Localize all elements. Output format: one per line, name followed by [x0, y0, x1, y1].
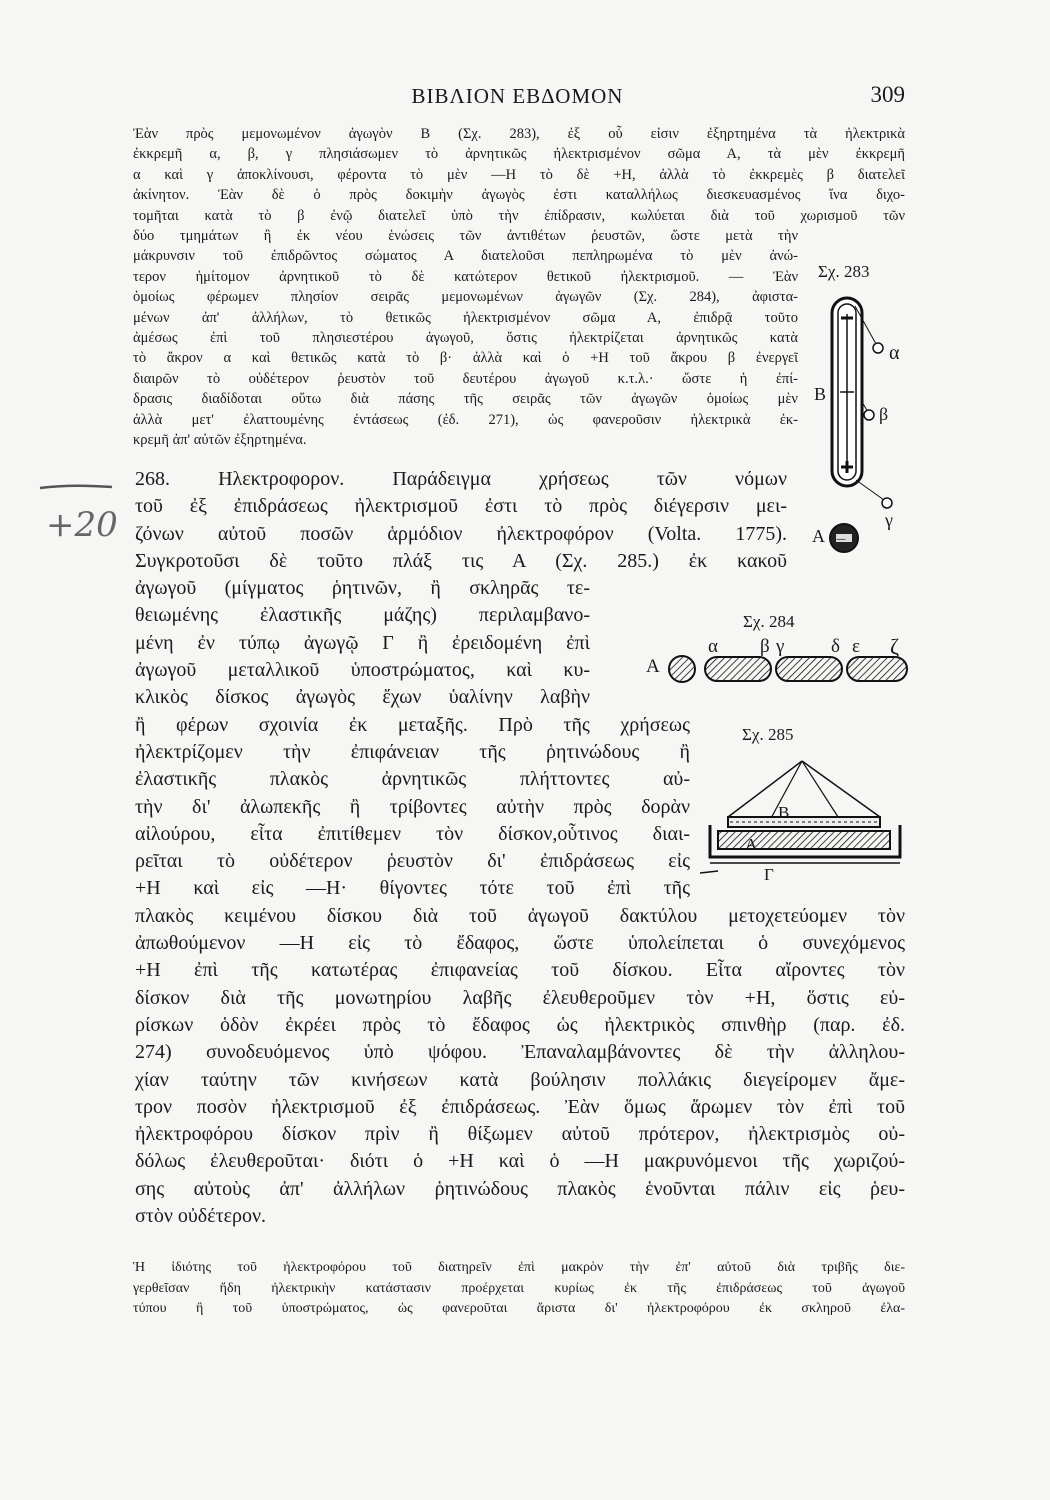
text-line: αἰλούρου, εἶτα ἐπιτίθεμεν τὸν δίσκον,οὗτινος διαι-: [135, 822, 690, 845]
text-line: ἐλαστικῆς πλακὸς ἀρνητικῶς πλήττοντες αὐ-: [135, 768, 690, 791]
figure-caption: Σχ. 284: [743, 612, 795, 631]
text-line: ἀλλὰ μετ' ἐλαττουμένης ἐντάσεως (ἐδ. 271), ὡς φανεροῦσιν ἠλεκτρικὰ ἐκ-: [133, 411, 798, 428]
figure-285-drawing: [700, 725, 910, 895]
figure-283: [800, 262, 910, 562]
page-number: 309: [870, 82, 905, 107]
figure-284: [600, 612, 910, 692]
footnote-line: τύπου ἢ τοῦ ὑποστρώματος, ὡς φανεροῦται ἄριστα δι' ἠλεκτροφόρου ἐκ σκληροῦ ἐλα-: [133, 1301, 905, 1316]
label-A: Α: [745, 835, 758, 854]
margin-pencil-note: [30, 470, 120, 550]
footnote: [133, 1258, 905, 1320]
page-header: [130, 84, 905, 116]
text-line: ἐκκρεμῆ α, β, γ πλησιάσωμεν τὸ ἀρνητικῶς ἠλεκτρισμένον σῶμα Α, τὰ μὲν ἐκκρεμῆ: [133, 146, 905, 163]
label-Gamma: Γ: [764, 865, 774, 884]
text-line: μένων ἀπ' ἀλλήλων, τὸ θετικῶς ἠλεκτρισμένον σῶμα Α, ἐπιδρᾷ τοῦτο: [133, 309, 798, 326]
footnote-line: Ἡ ἰδιότης τοῦ ἠλεκτροφόρου τοῦ διατηρεῖν ἐπὶ μακρὸν τὴν ἐπ' αὐτοῦ διὰ τριβῆς διε-: [133, 1260, 905, 1275]
text-line: τοῦ ἐξ ἐπιδράσεως ἠλεκτρισμοῦ ἐστι τὸ πρὸς διέγερσιν μει-: [135, 495, 787, 518]
label-beta: β: [879, 404, 889, 424]
text-line: 274) συνοδευόμενος ὑπὸ ψόφου. Ἐπαναλαμβάνοντες δὲ τὴν ἀλληλου-: [135, 1041, 905, 1064]
text-line: Ἐὰν πρὸς μεμονωμένον ἀγωγὸν Β (Σχ. 283), ἐξ οὗ εἰσιν ἐξηρτημένα τὰ ἠλεκτρικὰ: [133, 126, 905, 142]
label-epsilon: ε: [852, 636, 860, 657]
label-beta: β: [760, 636, 770, 657]
text-line: διαιρῶν τὸ οὐδέτερον ῥευστὸν τοῦ δευτέρου ἀγωγοῦ κ.τ.λ.· ὥστε ἡ ἐπί-: [133, 370, 798, 387]
label-gamma: γ: [776, 636, 785, 657]
label-delta: δ: [831, 636, 840, 657]
text-line: +Η ἐπὶ τῆς κατωτέρας ἐπιφανείας τοῦ δίσκου. Εἶτα αἴροντες τὸν: [135, 959, 905, 982]
figure-283-drawing: [800, 262, 910, 562]
text-line: α καὶ γ ἀποκλίνουσι, φέροντα τὸ μὲν —Η τὸ δὲ +Η, ἀλλὰ τὸ ἐκκρεμὲς β διατελεῖ: [133, 166, 905, 183]
text-line: πλακὸς κειμένου δίσκου διὰ τοῦ ἀγωγοῦ δακτύλου μετοχετεύομεν τὸν: [135, 904, 905, 927]
text-line: ἠλεκτροφόρου δίσκον πρὶν ἢ θίξωμεν αὐτοῦ πρότερον, ἠλεκτρισμὸς οὐ-: [135, 1123, 905, 1146]
text-line: ἀκίνητον. Ἐὰν δὲ ὁ πρὸς δοκιμὴν ἀγωγὸς ἐστι καταλλήλως διεσκευασμένος ἵνα διχο-: [133, 187, 905, 204]
label-alpha: α: [889, 342, 900, 364]
text-line: δόλως ἐλευθεροῦται· διότι ὁ +Η καὶ ὁ —Η μακρυνόμενοι τῆς χωριζού-: [135, 1150, 905, 1173]
text-line: +Η καὶ εἰς —Η· θίγοντες τότε τοῦ ἐπὶ τῆς: [135, 877, 690, 900]
text-line: μένη ἐν τύπῳ ἀγωγῷ Γ ἢ ἐρειδομένη ἐπὶ: [135, 631, 590, 654]
text-line: Συγκροτοῦσι δὲ τοῦτο πλάξ τις Α (Σχ. 285.) ἐκ κακοῦ: [135, 549, 787, 572]
text-line: κρεμῆ ἀπ' αὐτῶν ἐξηρτημένα.: [133, 432, 307, 449]
margin-note-text: +20: [46, 505, 118, 545]
figure-caption: Σχ. 283: [818, 262, 870, 281]
text-line: στὸν οὐδέτερον.: [135, 1205, 267, 1228]
text-line: σης αὐτοὺς ἀπ' ἀλλήλων ῥητινώδους πλακὸς ἑνοῦνται πάλιν εἰς ῥευ-: [135, 1177, 905, 1200]
text-line: τρον ποσὸν ἠλεκτρισμοῦ ἐξ ἐπιδράσεως. Ἐὰν ὅμως ἄρωμεν τὸν ἐπὶ τοῦ: [135, 1095, 905, 1118]
label-zeta: ζ: [890, 634, 900, 659]
label-alpha: α: [708, 636, 718, 657]
footnote-line: γερθεῖσαν ἤδη ἠλεκτρικὴν κατάστασιν προέρχεται κυρίως ἐκ τῆς ἐπιδράσεως τοῦ ἀγωγοῦ: [133, 1280, 905, 1296]
label-A: Α: [812, 526, 825, 546]
figure-285: [700, 725, 910, 895]
text-line: χίαν ταύτην τῶν κινήσεων κατὰ βούλησιν πολλάκις διεγείρομεν ἄμε-: [135, 1068, 905, 1091]
figure-284-drawing: [600, 612, 910, 692]
text-line: ἀγωγοῦ μεταλλικοῦ ὑποστρώματος, καὶ κυ-: [135, 659, 590, 682]
label-gamma: γ: [885, 510, 893, 530]
section-heading-line: 268. Ηλεκτροφορον. Παράδειγμα χρήσεως τῶν νόμων: [135, 468, 787, 490]
text-line: τὸ ἄκρον α καὶ θετικῶς κατὰ τὸ β· ἀλλὰ καὶ ὁ +Η τοῦ ἄκρου β ἐνεργεῖ: [133, 350, 798, 367]
text-line: ρίσκων ὁδὸν ἐκρέει πρὸς τὸ ἔδαφος ὡς ἠλεκτρικὸς σπινθὴρ (παρ. ἐδ.: [135, 1013, 905, 1036]
text-line: ἀμέσως ἐπὶ τοῦ πλησιεστέρου ἀγωγοῦ, ὅστις ἠλεκτρίζεται ἀρνητικῶς κατὰ: [133, 330, 798, 347]
text-line: δύο τμημάτων ἢ ἐκ νέου ἑνώσεις τῶν ἀντιθέτων ῥευστῶν, ὥστε μετὰ τὴν: [133, 228, 798, 245]
text-line: ἀγωγοῦ (μίγματος ῥητινῶν, ἢ σκληρᾶς τε-: [135, 577, 590, 600]
figure-caption: Σχ. 285: [742, 725, 794, 744]
text-line: ρεῖται τὸ οὐδέτερον ῥευστὸν δι' ἐπιδράσεως εἰς: [135, 850, 690, 873]
text-line: ζόνων αὐτοῦ ποσῶν ἁρμόδιον ἠλεκτροφόρον (Volta. 1775).: [135, 522, 787, 545]
text-line: ὁμοίως φέρωμεν πλησίον σειρᾶς μεμονωμένων ἀγωγῶν (Σχ. 284), ἀφιστα-: [133, 289, 798, 306]
text-line: τὴν δι' ἀλωπεκῆς ἢ τρίβοντες αὐτὴν πρὸς δορὰν: [135, 795, 690, 818]
text-line: ἠλεκτρίζομεν τὴν ἐπιφάνειαν τῆς ῥητινώδους ἢ: [135, 740, 690, 763]
text-line: τερον ἡμίτομον ἀρνητικοῦ τὸ δὲ κατώτερον θετικοῦ ἠλεκτρισμοῦ. — Ἐὰν: [133, 268, 798, 285]
label-B: Β: [814, 384, 827, 404]
text-line: δρασις διαδίδοται οὕτω διὰ πάσης τῆς σειρᾶς τῶν ἀγωγῶν ὁμοίως μὲν: [133, 391, 798, 408]
text-line: δίσκον διὰ τῆς μονωτηρίου λαβῆς ἐλευθεροῦμεν τὸν +Η, ὅστις εὑ-: [135, 986, 905, 1009]
text-line: θειωμένης ἐλαστικῆς μάζης) περιλαμβανο-: [135, 604, 590, 627]
text-line: ἢ φέρων σχοινία ἐκ μεταξῆς. Πρὸ τῆς χρήσεως: [135, 713, 690, 736]
text-line: ἀπωθούμενον —Η εἰς τὸ ἔδαφος, ὥστε ὑπολείπεται ὁ συνεχόμενος: [135, 932, 905, 955]
text-line: κλικὸς δίσκος ἀγωγὸς ἔχων ὑαλίνην λαβὴν: [135, 686, 590, 709]
paragraph-induction: [133, 124, 905, 451]
running-title: ΒΙΒΛΙΟΝ ΕΒΔΟΜΟΝ: [411, 84, 624, 108]
text-line: τομῆται κατὰ τὸ β ἐνῷ διατελεῖ ὑπὸ τὴν ἐπίδρασιν, κωλύεται διὰ τοῦ χωρισμοῦ τῶν: [133, 207, 905, 224]
text-line: μάκρυνσιν τοῦ ἐπιδρῶντος σώματος Α διατελοῦσι πεπληρωμένα τὸ μὲν ἀνώ-: [133, 248, 798, 265]
label-A: Α: [646, 656, 660, 677]
svg-text:—: —: [836, 534, 846, 545]
label-B: Β: [778, 803, 790, 822]
